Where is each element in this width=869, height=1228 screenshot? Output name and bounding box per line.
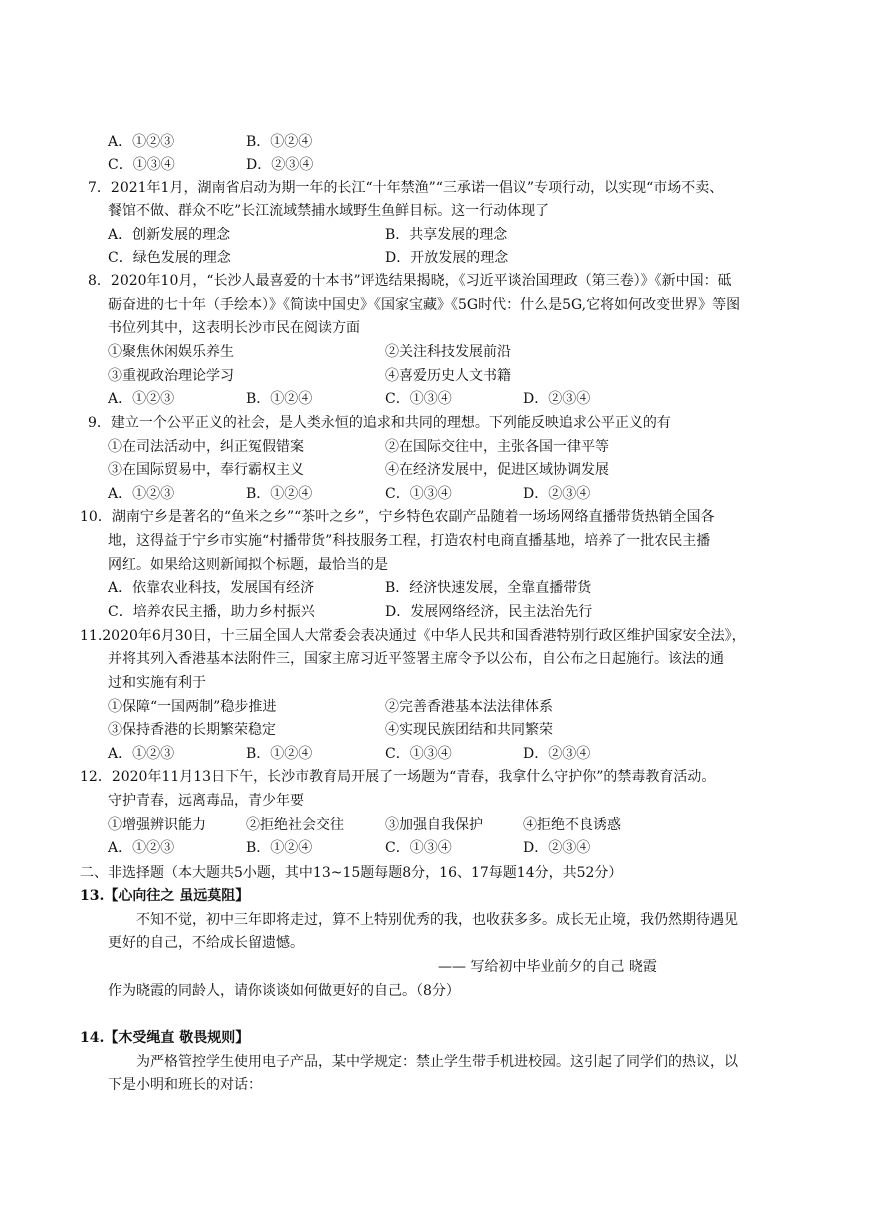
- q11-items-row-2: [108, 723, 708, 743]
- q11-item-4: ④实现民族团结和共同繁荣: [385, 722, 553, 738]
- q7-option-c: C．绿色发展的理念: [108, 250, 231, 266]
- q9-option-d: D．②③④: [523, 486, 591, 502]
- q10-stem-line-1: 10．湖南宁乡是著名的“鱼米之乡”“茶叶之乡”，宁乡特色农副产品随着一场场网络直播带货热销全国各: [80, 509, 715, 525]
- q12-item-3: ③加强自我保护: [385, 817, 483, 833]
- q9-option-b: B．①②④: [246, 486, 313, 502]
- q10-options-row-1: [108, 581, 708, 601]
- q9-item-1: ①在司法活动中，纠正冤假错案: [108, 439, 304, 455]
- q12-item-1: ①增强辨识能力: [108, 817, 206, 833]
- q10-option-d: D．发展网络经济，民主法治先行: [385, 604, 593, 620]
- q8-option-c: C．①③④: [385, 391, 452, 407]
- q12-option-c: C．①③④: [385, 840, 452, 856]
- q13-task: 作为晓霞的同龄人，请你谈谈如何做更好的自己。（8分）: [108, 983, 460, 999]
- q8-items-row-2: [108, 369, 708, 389]
- q12-item-4: ④拒绝不良诱惑: [523, 817, 621, 833]
- q10-stem-line-2: 地，这得益于宁乡市实施“村播带货”科技服务工程，打造农村电商直播基地，培养了一批农民主播: [108, 533, 711, 549]
- section-2-heading: 二、非选择题（本大题共5小题，其中13~15题每题8分，16、17每题14分，共52分）: [80, 865, 623, 881]
- q11-stem-line-2: 并将其列入香港基本法附件三，国家主席习近平签署主席令予以公布，自公布之日起施行。该法的通: [108, 651, 724, 667]
- q10-option-a: A．依靠农业科技，发展国有经济: [108, 580, 315, 596]
- q14-heading: 14.【木受绳直 敬畏规则】: [80, 1030, 250, 1046]
- q8-option-a: A．①②③: [108, 391, 175, 407]
- q11-items-row-1: [108, 700, 708, 720]
- q12-option-b: B．①②④: [246, 840, 313, 856]
- q11-stem-line-1: 11.2020年6月30日，十三届全国人大常委会表决通过《中华人民共和国香港特别行政区维护国家安全法》，: [80, 628, 746, 644]
- q12-options-row: [108, 841, 708, 861]
- q13-heading: 13.【心向往之 虽远莫阻】: [80, 888, 250, 904]
- q8-item-1: ①聚焦休闲娱乐养生: [108, 344, 234, 360]
- q6-options-row-2: [108, 158, 508, 178]
- q11-item-3: ③保持香港的长期繁荣稳定: [108, 722, 276, 738]
- q7-stem-line-1: 7．2021年1月，湖南省启动为期一年的长江“十年禁渔”“三承诺一倡议”专项行动，以实现“市场不卖、: [88, 180, 724, 196]
- q8-item-2: ②关注科技发展前沿: [385, 344, 511, 360]
- q8-stem-line-2: 砺奋进的七十年（手绘本）》《简读中国史》《国家宝藏》《5G时代：什么是5G,它将如何改变世界》等图: [108, 297, 741, 313]
- q9-items-row-1: [108, 440, 708, 460]
- q8-item-3: ③重视政治理论学习: [108, 368, 234, 384]
- q12-option-d: D．②③④: [523, 840, 591, 856]
- q10-option-c: C．培养农民主播，助力乡村振兴: [108, 604, 315, 620]
- q6-option-b: B．①②④: [246, 134, 313, 150]
- q6-option-c: C．①③④: [108, 157, 175, 173]
- q7-stem-line-2: 餐馆不做、群众不吃”长江流域禁捕水域野生鱼鲜目标。这一行动体现了: [108, 203, 550, 219]
- q11-option-a: A．①②③: [108, 746, 175, 762]
- q11-item-1: ①保障“一国两制”稳步推进: [108, 699, 277, 715]
- q10-option-b: B．经济快速发展，全靠直播带货: [385, 580, 592, 596]
- q10-options-row-2: [108, 605, 708, 625]
- q8-option-d: D．②③④: [523, 391, 591, 407]
- q7-option-b: B．共享发展的理念: [385, 227, 508, 243]
- q9-stem-line-1: 9．建立一个公平正义的社会，是人类永恒的追求和共同的理想。下列能反映追求公平正义的有: [88, 415, 671, 431]
- q13-para-line-2: 更好的自己，不给成长留遗憾。: [108, 935, 304, 951]
- q9-options-row: [108, 487, 708, 507]
- q8-stem-line-3: 书位列其中，这表明长沙市民在阅读方面: [108, 320, 360, 336]
- q11-item-2: ②完善香港基本法法律体系: [385, 699, 553, 715]
- q9-item-3: ③在国际贸易中，奉行霸权主义: [108, 462, 304, 478]
- q9-item-2: ②在国际交往中，主张各国一律平等: [385, 439, 609, 455]
- q10-stem-line-3: 网红。如果给这则新闻拟个标题，最恰当的是: [108, 557, 388, 573]
- q11-option-c: C．①③④: [385, 746, 452, 762]
- q9-option-a: A．①②③: [108, 486, 175, 502]
- q12-option-a: A．①②③: [108, 840, 175, 856]
- q14-para-line-2: 下是小明和班长的对话：: [108, 1077, 262, 1093]
- q13-para-line-1: 不知不觉，初中三年即将走过，算不上特别优秀的我，也收获多多。成长无止境，我仍然期待遇见: [136, 912, 738, 928]
- q9-option-c: C．①③④: [385, 486, 452, 502]
- q9-items-row-2: [108, 463, 708, 483]
- q6-option-d: D．②③④: [246, 157, 314, 173]
- q11-stem-line-3: 过和实施有利于: [108, 675, 206, 691]
- q12-stem-line-1: 12．2020年11月13日下午，长沙市教育局开展了一场题为“青春，我拿什么守护你”的禁毒教育活动。: [80, 769, 716, 785]
- q8-option-b: B．①②④: [246, 391, 313, 407]
- q6-options-row-1: [108, 135, 508, 155]
- q12-items-row: [108, 818, 708, 838]
- q11-option-d: D．②③④: [523, 746, 591, 762]
- q7-options-row-2: [108, 251, 708, 271]
- q13-signature: —— 写给初中毕业前夕的自己 晓霞: [438, 959, 657, 975]
- q7-option-d: D．开放发展的理念: [385, 250, 509, 266]
- q6-option-a: A．①②③: [108, 134, 175, 150]
- q14-para-line-1: 为严格管控学生使用电子产品，某中学规定：禁止学生带手机进校园。这引起了同学们的热议，以: [136, 1054, 738, 1070]
- q8-options-row: [108, 392, 708, 412]
- q8-stem-line-1: 8．2020年10月，“长沙人最喜爱的十本书”评选结果揭晓，《习近平谈治国理政（第三卷）》《新中国：砥: [88, 273, 732, 289]
- q11-options-row: [108, 747, 708, 767]
- q9-item-4: ④在经济发展中，促进区域协调发展: [385, 462, 609, 478]
- q8-item-4: ④喜爱历史人文书籍: [385, 368, 511, 384]
- q7-options-row-1: [108, 228, 708, 248]
- q7-option-a: A．创新发展的理念: [108, 227, 231, 243]
- q12-item-2: ②拒绝社会交往: [246, 817, 344, 833]
- q12-stem-line-2: 守护青春，远离毒品，青少年要: [108, 793, 304, 809]
- q8-items-row-1: [108, 345, 708, 365]
- q11-option-b: B．①②④: [246, 746, 313, 762]
